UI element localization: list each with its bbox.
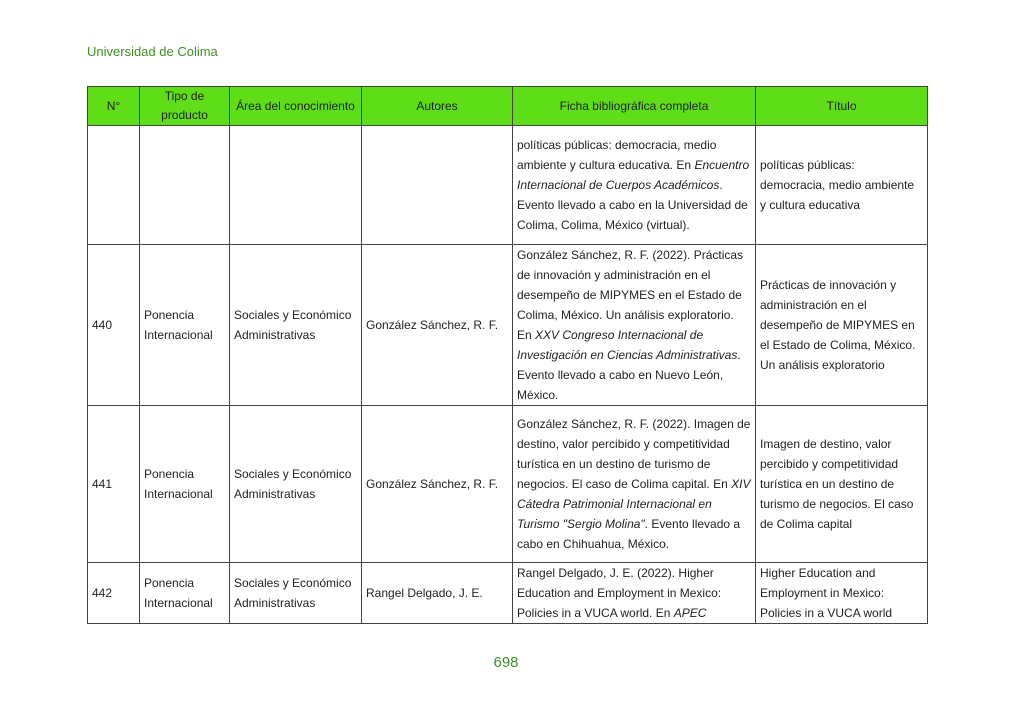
cell-title: políticas públicas: democracia, medio ambiente y cultura educativa xyxy=(756,126,928,245)
document-header: Universidad de Colima xyxy=(87,44,218,59)
reference-text: . Evento llevado a cabo en Nuevo León, México. xyxy=(517,348,741,402)
column-header-number: N° xyxy=(88,87,140,126)
reference-text: González Sánchez, R. F. (2022). Imagen de destino, valor percibido y competitividad turística en un destino de turismo de negocios. El caso de Colima capital. En xyxy=(517,417,751,491)
table-row xyxy=(88,126,928,245)
cell-authors: González Sánchez, R. F. xyxy=(362,406,513,563)
cell-product-type: Ponencia Internacional xyxy=(140,245,230,406)
cell-knowledge-area xyxy=(230,126,362,245)
column-header-knowledge-area: Área del conocimiento xyxy=(230,87,362,126)
table-row xyxy=(88,245,928,406)
cell-title: Higher Education and Employment in Mexico: Policies in a VUCA world xyxy=(756,563,928,624)
cell-number: 440 xyxy=(88,245,140,406)
cell-knowledge-area: Sociales y Económico Administrativas xyxy=(230,245,362,406)
reference-text: . Evento llevado a cabo en Chihuahua, México. xyxy=(517,517,741,551)
cell-number: 441 xyxy=(88,406,140,563)
cell-product-type: Ponencia Internacional xyxy=(140,563,230,624)
table-header-row xyxy=(88,87,928,126)
cell-full-reference xyxy=(513,406,756,563)
cell-number xyxy=(88,126,140,245)
reference-text: Rangel Delgado, J. E. (2022). Higher Education and Employment in Mexico: Policies in a VUCA world. En xyxy=(517,566,722,620)
reference-text: . Evento llevado a cabo en la Universidad de Colima, Colima, México (virtual). xyxy=(517,178,748,232)
cell-title: Imagen de destino, valor percibido y competitividad turística en un destino de turismo de negocios. El caso de Colima capital xyxy=(756,406,928,563)
cell-authors xyxy=(362,126,513,245)
table-row xyxy=(88,406,928,563)
column-header-title: Título xyxy=(756,87,928,126)
bibliography-table xyxy=(87,86,928,624)
cell-number: 442 xyxy=(88,563,140,624)
cell-full-reference xyxy=(513,245,756,406)
column-header-full-reference: Ficha bibliográfica completa xyxy=(513,87,756,126)
cell-authors: Rangel Delgado, J. E. xyxy=(362,563,513,624)
column-header-product-type: Tipo de producto xyxy=(140,87,230,126)
cell-title: Prácticas de innovación y administración en el desempeño de MIPYMES en el Estado de Colima, México. Un análisis exploratorio xyxy=(756,245,928,406)
reference-text: políticas públicas: democracia, medio ambiente y cultura educativa. En xyxy=(517,138,717,172)
cell-knowledge-area: Sociales y Económico Administrativas xyxy=(230,563,362,624)
table-row xyxy=(88,563,928,624)
reference-text: González Sánchez, R. F. (2022). Prácticas de innovación y administración en el desempeño de MIPYMES en el Estado de Colima, México. Un análisis exploratorio. En xyxy=(517,248,744,342)
page-number: 698 xyxy=(493,654,519,671)
column-header-authors: Autores xyxy=(362,87,513,126)
reference-source-italic: XXV Congreso Internacional de Investigación en Ciencias Administrativas xyxy=(517,328,738,362)
reference-source-italic: Encuentro Internacional de Cuerpos Académicos xyxy=(517,158,750,192)
cell-knowledge-area: Sociales y Económico Administrativas xyxy=(230,406,362,563)
cell-full-reference xyxy=(513,563,756,624)
reference-source-italic: XIV Cátedra Patrimonial Internacional en Turismo "Sergio Molina" xyxy=(517,477,751,531)
cell-product-type: Ponencia Internacional xyxy=(140,406,230,563)
reference-source-italic: APEC xyxy=(673,606,707,620)
cell-product-type xyxy=(140,126,230,245)
cell-full-reference xyxy=(513,126,756,245)
cell-authors: González Sánchez, R. F. xyxy=(362,245,513,406)
